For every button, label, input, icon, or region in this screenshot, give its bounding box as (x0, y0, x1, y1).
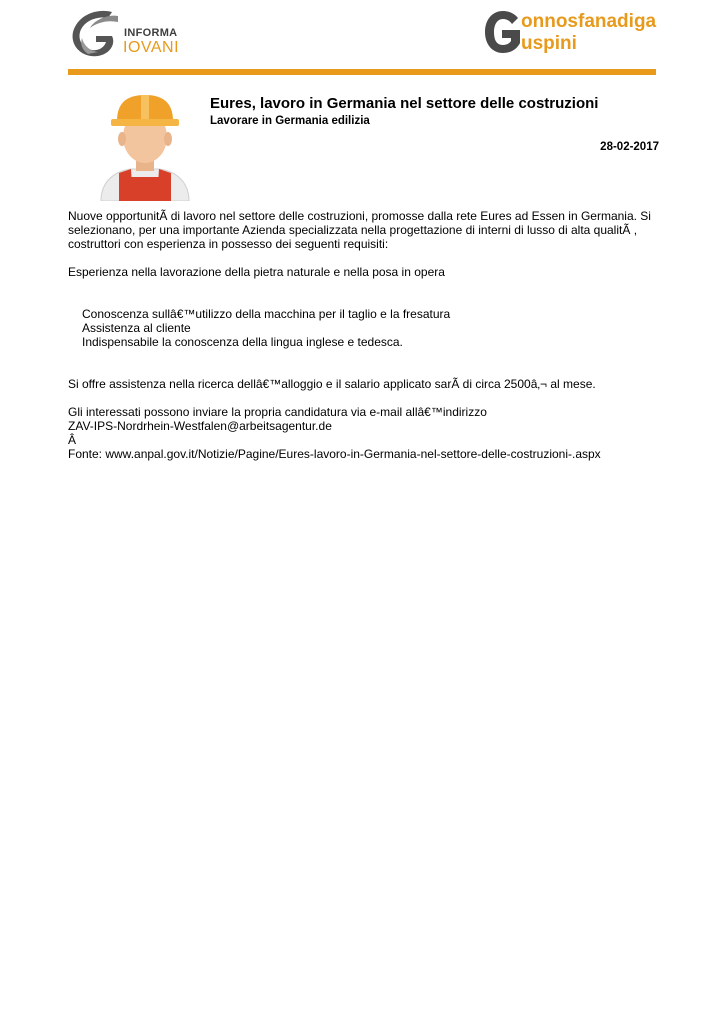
g-letter-logo-icon (484, 10, 522, 54)
list-item: Indispensabile la conoscenza della lingua inglese e tedesca. (82, 335, 403, 349)
g-swirl-logo-icon (68, 6, 124, 60)
logo-text-iovani: IOVANI (123, 39, 180, 56)
logo-text-uspini: uspini (521, 33, 577, 54)
list-item: Assistenza al cliente (82, 321, 191, 335)
header-divider (68, 69, 656, 75)
logo-text-onnosfanadiga: onnosfanadiga (521, 11, 657, 32)
contact-email[interactable]: ZAV-IPS-Nordrhein-Westfalen@arbeitsagentur.de (68, 419, 332, 433)
list-item: Conoscenza sullâ€™utilizzo della macchina per il taglio e la fresatura (82, 307, 451, 321)
intro-paragraph: Nuove opportunitÃ di lavoro nel settore delle costruzioni, promosse dalla rete Eures ad Essen in Germania. Si selezionano, per una importante Azienda specializzata nella progettazione di interni di lusso di alta qualitÃ , costruttori con esperienza in possesso dei seguenti requisiti: (68, 209, 651, 251)
offer-paragraph: Si offre assistenza nella ricerca dellâ€™alloggio e il salario applicato sarÃ di circa 2500â‚¬ al mese. (68, 377, 596, 391)
article-body (68, 209, 660, 461)
article-subtitle: Lavorare in Germania edilizia (210, 115, 370, 127)
article-date: 28-02-2017 (600, 141, 659, 153)
requirements-list (68, 307, 660, 349)
informagiovani-logo (68, 6, 188, 60)
main-requirement: Esperienza nella lavorazione della pietra naturale e nella posa in opera (68, 265, 445, 279)
logo-text-informa: INFORMA (124, 27, 178, 39)
stray-character: Â (68, 433, 77, 447)
article-title: Eures, lavoro in Germania nel settore delle costruzioni (210, 95, 599, 112)
construction-worker-icon (95, 93, 195, 201)
source-link[interactable]: Fonte: www.anpal.gov.it/Notizie/Pagine/Eures-lavoro-in-Germania-nel-settore-delle-costruzioni-.aspx (68, 447, 601, 461)
contact-intro: Gli interessati possono inviare la propria candidatura via e-mail allâ€™indirizzo (68, 405, 487, 419)
gonnosfanadiga-guspini-logo (484, 8, 664, 56)
